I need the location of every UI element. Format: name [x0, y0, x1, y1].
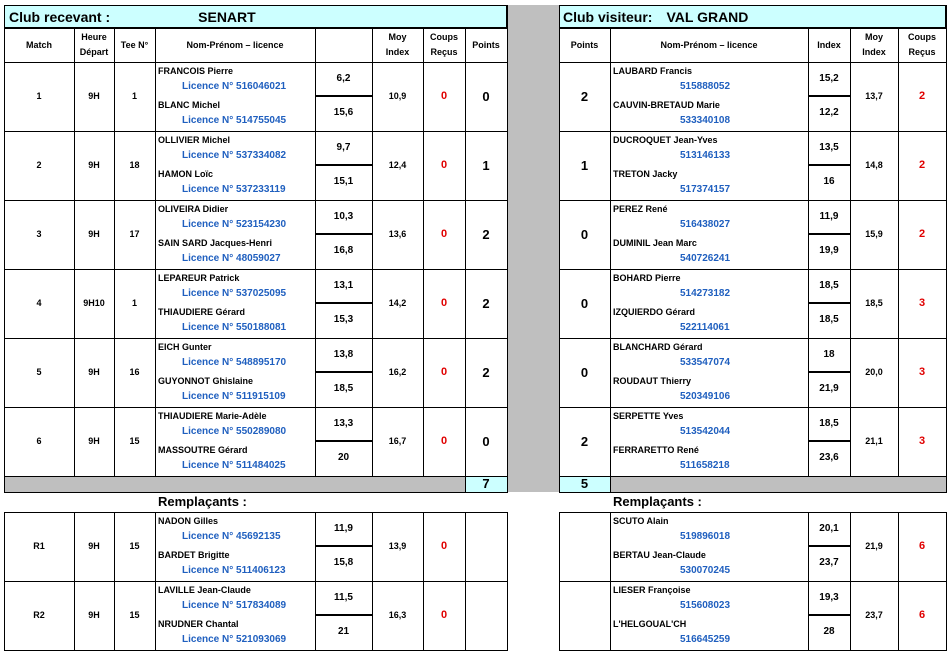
- home-player-licence: Licence N° 516046021: [182, 81, 287, 92]
- away-player-index: 11,9: [819, 211, 839, 222]
- match-number: 4: [36, 298, 42, 308]
- away-player-index: 12,2: [819, 107, 839, 118]
- home-strokes-received: 0: [440, 90, 448, 102]
- match-number: 5: [36, 367, 42, 377]
- home-player-index: 10,3: [333, 211, 354, 222]
- tee-number: 15: [129, 610, 140, 620]
- away-col-header-coups: Coups Reçus: [908, 32, 936, 57]
- away-col-header-index: Index: [817, 39, 841, 50]
- home-player-name: BARDET Brigitte: [158, 550, 230, 560]
- home-player-index: 11,9: [334, 523, 353, 534]
- away-club-name: VAL GRAND: [666, 8, 749, 25]
- home-average-index: 14,2: [388, 298, 407, 308]
- home-player-index: 18,5: [333, 383, 354, 394]
- depart-time: 9H10: [83, 298, 105, 308]
- home-player-licence: Licence N° 537025095: [182, 288, 287, 299]
- match-number: 1: [36, 91, 42, 101]
- col-header-coups: Coups Reçus: [430, 32, 458, 57]
- home-player-name: MASSOUTRE Gérard: [158, 445, 248, 455]
- away-points: 2: [580, 434, 589, 449]
- away-player-name: BERTAU Jean-Claude: [613, 550, 706, 560]
- home-player-licence: Licence N° 548895170: [182, 357, 287, 368]
- home-average-index: 13,9: [388, 541, 407, 551]
- away-player-licence: 514273182: [680, 288, 731, 299]
- tee-number: 17: [129, 229, 140, 239]
- col-header-points: Points: [472, 39, 500, 50]
- away-player-index: 20,1: [819, 523, 839, 534]
- away-player-licence: 533340108: [680, 115, 731, 126]
- home-total-points: 7: [465, 476, 507, 492]
- away-points: 2: [580, 89, 589, 104]
- away-strokes-received: 6: [918, 540, 926, 552]
- home-player-index: 15,8: [333, 557, 354, 568]
- depart-time: 9H: [88, 160, 100, 170]
- home-player-name: LAVILLE Jean-Claude: [158, 585, 251, 595]
- away-points: 1: [580, 158, 589, 173]
- away-player-name: TRETON Jacky: [613, 169, 678, 179]
- home-player-licence: Licence N° 511915109: [182, 391, 286, 402]
- home-player-name: SAIN SARD Jacques-Henri: [158, 238, 273, 248]
- away-points: 0: [580, 365, 589, 380]
- home-player-licence: Licence N° 517834089: [182, 600, 287, 611]
- tee-number: 16: [129, 367, 140, 377]
- depart-time: 9H: [88, 229, 100, 239]
- home-player-index: 16,8: [333, 245, 354, 256]
- away-strokes-received: 2: [918, 228, 926, 240]
- home-player-licence: Licence N° 537334082: [182, 150, 287, 161]
- home-player-index: 13,1: [333, 280, 354, 291]
- home-player-name: THIAUDIERE Gérard: [158, 307, 246, 317]
- away-player-index: 21,9: [819, 383, 839, 394]
- away-player-name: BLANCHARD Gérard: [613, 342, 703, 352]
- home-player-name: NRUDNER Chantal: [158, 619, 239, 629]
- tee-number: 15: [129, 541, 140, 551]
- home-player-licence: Licence N° 550188081: [182, 322, 287, 333]
- home-player-name: FRANCOIS Pierre: [158, 66, 234, 76]
- away-player-index: 19,9: [819, 245, 839, 256]
- home-player-licence: Licence N° 550289080: [182, 426, 287, 437]
- home-average-index: 13,6: [388, 229, 407, 239]
- home-player-name: OLIVEIRA Didier: [158, 204, 229, 214]
- home-strokes-received: 0: [440, 297, 448, 309]
- home-player-name: OLLIVIER Michel: [158, 135, 231, 145]
- home-player-index: 15,1: [333, 176, 354, 187]
- away-reserves-title: Remplaçants :: [613, 494, 702, 509]
- tee-number: 1: [131, 91, 137, 101]
- away-average-index: 13,7: [865, 91, 883, 101]
- col-header-heure: Heure Départ: [79, 32, 109, 57]
- home-points: 2: [482, 296, 490, 311]
- away-col-header-nom: Nom-Prénom – licence: [660, 39, 758, 50]
- away-player-licence: 520349106: [680, 391, 731, 402]
- away-player-licence: 533547074: [680, 357, 731, 368]
- home-player-index: 11,5: [334, 592, 353, 603]
- home-player-index: 6,2: [336, 73, 351, 84]
- home-strokes-received: 0: [440, 159, 448, 171]
- away-strokes-received: 3: [918, 435, 926, 447]
- away-player-index: 18,5: [819, 280, 839, 291]
- away-strokes-received: 3: [918, 297, 926, 309]
- col-header-moy: Moy Index: [385, 32, 410, 57]
- away-average-index: 14,8: [865, 160, 883, 170]
- away-player-index: 23,7: [819, 557, 839, 568]
- away-average-index: 23,7: [865, 610, 883, 620]
- away-player-name: DUCROQUET Jean-Yves: [613, 135, 718, 145]
- home-average-index: 12,4: [388, 160, 407, 170]
- home-player-index: 13,3: [333, 418, 354, 429]
- away-player-index: 18,5: [819, 314, 839, 325]
- away-player-licence: 515888052: [680, 81, 731, 92]
- away-player-licence: 519896018: [680, 531, 731, 542]
- away-player-name: ROUDAUT Thierry: [613, 376, 692, 386]
- away-player-name: CAUVIN-BRETAUD Marie: [613, 100, 720, 110]
- away-average-index: 20,0: [865, 367, 883, 377]
- away-player-licence: 515608023: [680, 600, 731, 611]
- away-player-name: IZQUIERDO Gérard: [613, 307, 696, 317]
- away-player-licence: 517374157: [680, 184, 731, 195]
- away-player-licence: 522114061: [680, 322, 730, 333]
- home-player-name: BLANC Michel: [158, 100, 221, 110]
- home-strokes-received: 0: [440, 609, 448, 621]
- home-club-name: SENART: [198, 8, 256, 25]
- tee-number: 1: [131, 298, 137, 308]
- home-player-index: 9,7: [336, 142, 351, 153]
- depart-time: 9H: [88, 436, 100, 446]
- home-player-licence: Licence N° 537233119: [182, 184, 286, 195]
- away-player-licence: 530070245: [680, 565, 731, 576]
- away-strokes-received: 3: [918, 366, 926, 378]
- home-points: 2: [482, 227, 490, 242]
- home-player-index: 21: [337, 626, 350, 637]
- away-total-points: 5: [559, 476, 610, 492]
- away-player-licence: 513542044: [680, 426, 731, 437]
- away-player-index: 16: [823, 176, 835, 187]
- away-player-name: PEREZ René: [613, 204, 668, 214]
- away-player-licence: 540726241: [680, 253, 731, 264]
- away-strokes-received: 6: [918, 609, 926, 621]
- away-points: 0: [580, 296, 589, 311]
- tee-number: 15: [129, 436, 140, 446]
- away-player-name: LIESER Françoise: [613, 585, 691, 595]
- home-strokes-received: 0: [440, 540, 448, 552]
- home-strokes-received: 0: [440, 228, 448, 240]
- away-points: 0: [580, 227, 589, 242]
- depart-time: 9H: [88, 541, 100, 551]
- away-strokes-received: 2: [918, 90, 926, 102]
- home-points: 1: [482, 158, 490, 173]
- home-player-name: GUYONNOT Ghislaine: [158, 376, 254, 386]
- home-player-licence: Licence N° 514755045: [182, 115, 287, 126]
- home-player-index: 13,8: [333, 349, 354, 360]
- depart-time: 9H: [88, 610, 100, 620]
- col-header-match: Match: [25, 39, 52, 50]
- home-player-licence: Licence N° 45692135: [182, 531, 281, 542]
- tee-number: 18: [129, 160, 140, 170]
- away-player-name: LAUBARD Francis: [613, 66, 693, 76]
- away-player-index: 23,6: [819, 452, 839, 463]
- away-player-name: SCUTO Alain: [613, 516, 669, 526]
- home-player-licence: Licence N° 48059027: [182, 253, 281, 264]
- match-number: 3: [36, 229, 42, 239]
- home-average-index: 16,2: [388, 367, 407, 377]
- home-points: 2: [482, 365, 490, 380]
- home-points: 0: [482, 434, 490, 449]
- away-strokes-received: 2: [918, 159, 926, 171]
- away-average-index: 18,5: [865, 298, 883, 308]
- away-player-index: 19,3: [819, 592, 839, 603]
- away-average-index: 15,9: [865, 229, 883, 239]
- away-player-index: 18,5: [819, 418, 839, 429]
- home-points: 0: [482, 89, 490, 104]
- home-player-licence: Licence N° 523154230: [182, 219, 287, 230]
- home-player-licence: Licence N° 521093069: [182, 634, 287, 645]
- away-average-index: 21,1: [865, 436, 883, 446]
- match-number: R1: [33, 541, 45, 551]
- home-strokes-received: 0: [440, 435, 448, 447]
- depart-time: 9H: [88, 91, 100, 101]
- match-number: 6: [36, 436, 42, 446]
- home-average-index: 10,9: [388, 91, 407, 101]
- col-header-nom: Nom-Prénom – licence: [186, 39, 284, 50]
- away-player-name: FERRARETTO René: [613, 445, 699, 455]
- home-strokes-received: 0: [440, 366, 448, 378]
- away-player-name: DUMINIL Jean Marc: [613, 238, 697, 248]
- away-player-name: BOHARD Pierre: [613, 273, 681, 283]
- col-header-tee: Tee N°: [120, 39, 149, 50]
- home-player-index: 15,6: [333, 107, 354, 118]
- away-player-name: L'HELGOUAL'CH: [613, 619, 687, 629]
- away-player-licence: 516438027: [680, 219, 731, 230]
- home-player-name: EICH Gunter: [158, 342, 212, 352]
- home-player-name: NADON Gilles: [158, 516, 219, 526]
- home-average-index: 16,7: [388, 436, 407, 446]
- match-number: 2: [36, 160, 42, 170]
- away-average-index: 21,9: [865, 541, 883, 551]
- away-player-index: 13,5: [819, 142, 839, 153]
- home-player-index: 15,3: [333, 314, 354, 325]
- away-player-index: 15,2: [819, 73, 839, 84]
- home-player-name: THIAUDIERE Marie-Adèle: [158, 411, 267, 421]
- away-player-licence: 513146133: [680, 150, 731, 161]
- away-player-licence: 511658218: [680, 460, 730, 471]
- home-player-licence: Licence N° 511406123: [182, 565, 286, 576]
- match-number: R2: [33, 610, 45, 620]
- away-club-label: Club visiteur:: [563, 8, 653, 25]
- home-player-name: LEPAREUR Patrick: [158, 273, 240, 283]
- away-player-index: 28: [823, 626, 835, 637]
- home-reserves-title: Remplaçants :: [158, 494, 247, 509]
- away-col-header-moy: Moy Index: [862, 32, 886, 57]
- away-player-index: 18: [823, 349, 835, 360]
- home-player-index: 20: [337, 452, 350, 463]
- away-player-licence: 516645259: [680, 634, 731, 645]
- home-player-licence: Licence N° 511484025: [182, 460, 286, 471]
- home-player-name: HAMON Loïc: [158, 169, 213, 179]
- depart-time: 9H: [88, 367, 100, 377]
- away-player-name: SERPETTE Yves: [613, 411, 684, 421]
- away-col-header-points: Points: [570, 39, 599, 50]
- home-club-label: Club recevant :: [9, 8, 111, 25]
- home-average-index: 16,3: [388, 610, 407, 620]
